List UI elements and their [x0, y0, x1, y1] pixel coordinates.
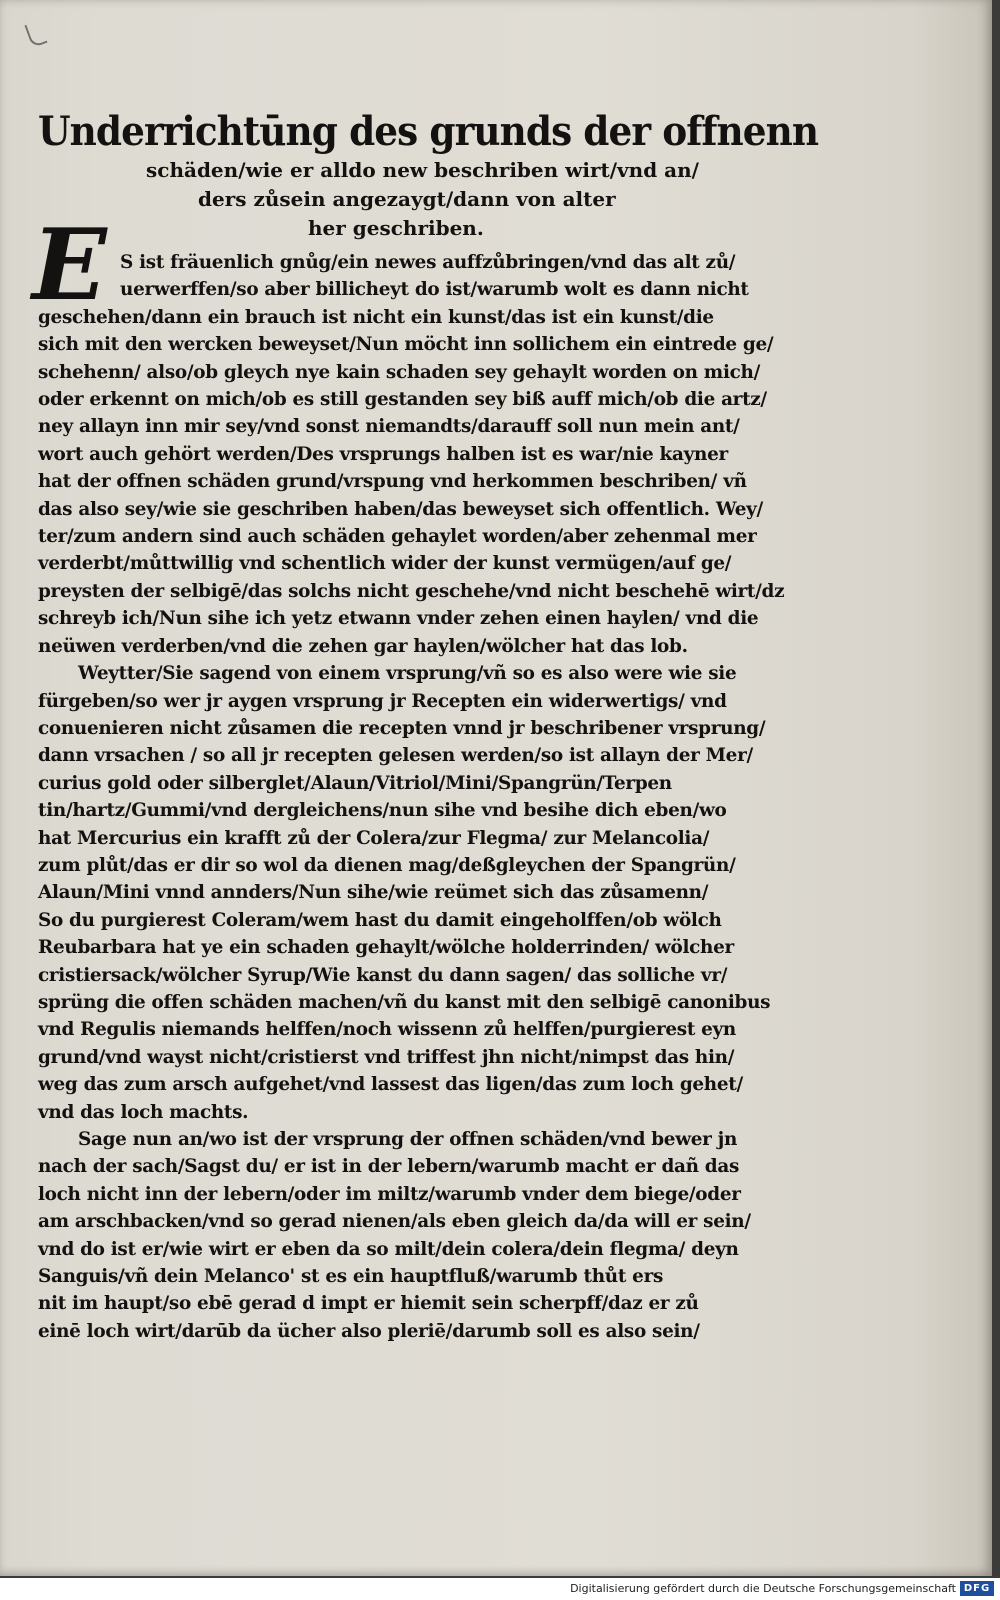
body-line: nit im haupt/so ebē gerad d impt er hiemit sein scherpff/daz er zů [38, 1293, 699, 1315]
body-line: hat Mercurius ein krafft zů der Colera/zur Flegma/ zur Melancolia/ [38, 827, 710, 849]
body-line: loch nicht inn der lebern/oder im miltz/warumb vnder dem biege/oder [38, 1183, 741, 1205]
body-line: vnd do ist er/wie wirt er eben da so milt/dein colera/dein flegma/ deyn [38, 1238, 739, 1260]
body-line: So du purgierest Coleram/wem hast du damit eingeholffen/ob wölch [38, 909, 722, 931]
body-line: Sage nun an/wo ist der vrsprung der offnen schäden/vnd bewer jn [78, 1129, 738, 1150]
page-title: Underrichtūng des grunds der offnenn [38, 108, 819, 155]
body-text [38, 249, 818, 1345]
body-line: sich mit den wercken beweyset/Nun möcht inn sollichem ein eintrede ge/ [38, 334, 774, 356]
body-line: ney allayn inn mir sey/vnd sonst niemandts/darauff soll nun mein ant/ [38, 416, 740, 438]
body-line: Alaun/Mini vnnd annders/Nun sihe/wie reümet sich das zůsamenn/ [38, 882, 709, 904]
body-line: wort auch gehört werden/Des vrsprungs halben ist es war/nie kayner [38, 443, 728, 465]
body-line: hat der offnen schäden grund/vrspung vnd herkommen beschriben/ vñ [38, 471, 747, 493]
body-line: fürgeben/so wer jr aygen vrsprung jr Recepten ein widerwertigs/ vnd [38, 690, 727, 712]
body-line: neüwen verderben/vnd die zehen gar haylen/wölcher hat das lob. [38, 635, 688, 657]
body-line: schehenn/ also/ob gleych nye kain schaden sey gehaylt worden on mich/ [38, 361, 761, 383]
body-line: nach der sach/Sagst du/ er ist in der lebern/warumb macht er dañ das [38, 1156, 740, 1178]
body-line: schreyb ich/Nun sihe ich yetz etwann vnder zehen einen haylen/ vnd die [38, 608, 759, 630]
body-line: das also sey/wie sie geschriben haben/das beweyset sich offentlich. Wey/ [38, 498, 763, 520]
body-line: am arschbacken/vnd so gerad nienen/als eben gleich da/da will er sein/ [38, 1211, 751, 1233]
body-line: sprüng die offen schäden machen/vñ du kanst mit den selbigē canonibus [38, 991, 771, 1013]
body-line: Reubarbara hat ye ein schaden gehaylt/wölche holderrinden/ wölcher [38, 937, 734, 959]
body-line: tin/hartz/Gummi/vnd dergleichens/nun sihe vnd besihe dich eben/wo [38, 800, 727, 822]
body-line: grund/vnd wayst nicht/cristierst vnd triffest jhn nicht/nimpst das hin/ [38, 1046, 735, 1068]
body-line: Weytter/Sie sagend von einem vrsprung/vñ so es also were wie sie [78, 663, 737, 685]
body-line: cristiersack/wölcher Syrup/Wie kanst du dann sagen/ das solliche vr/ [38, 964, 728, 986]
dfg-logo: DFG [960, 1581, 994, 1596]
body-line: geschehen/dann ein brauch ist nicht ein kunst/das ist ein kunst/die [38, 306, 714, 328]
body-line: oder erkennt on mich/ob es still gestanden sey biß auff mich/ob die artz/ [38, 389, 767, 411]
body-line: vnd Regulis niemands helffen/noch wissenn zů helffen/purgierest eyn [38, 1019, 736, 1041]
subtitle-line-1: schäden/wie er alldo new beschriben wirt/vnd an/ [146, 158, 699, 182]
footer-credit: Digitalisierung gefördert durch die Deutsche Forschungsgemeinschaft [570, 1582, 956, 1595]
subtitle-line-2: ders zůsein angezaygt/dann von alter [198, 187, 616, 211]
body-line: verderbt/můttwillig vnd schentlich wider der kunst vermügen/auf ge/ [38, 553, 732, 575]
body-line: S ist fräuenlich gnůg/ein newes auffzůbringen/vnd das alt zů/ [120, 252, 736, 273]
body-line: dann vrsachen / so all jr recepten gelesen werden/so ist allayn der Mer/ [38, 745, 753, 767]
body-line: uerwerffen/so aber billicheyt do ist/warumb wolt es dann nicht [120, 279, 749, 301]
body-line: weg das zum arsch aufgehet/vnd lassest das ligen/das zum loch gehet/ [38, 1074, 743, 1096]
page-corner-mark [24, 20, 47, 48]
footer-bar [0, 1578, 1000, 1600]
text-block [32, 108, 819, 1345]
body-line: conuenieren nicht zůsamen die recepten vnnd jr beschribener vrsprung/ [38, 717, 766, 739]
body-line: vnd das loch machts. [38, 1101, 249, 1123]
body-line: curius gold oder silberglet/Alaun/Vitriol/Mini/Spangrün/Terpen [38, 772, 672, 794]
body-line: einē loch wirt/darūb da ücher also pleriē/darumb soll es also sein/ [38, 1320, 700, 1342]
subtitle-line-3: her geschriben. [308, 216, 484, 240]
body-line: ter/zum andern sind auch schäden gehaylet worden/aber zehenmal mer [38, 526, 757, 548]
body-line: preysten der selbigē/das solchs nicht geschehe/vnd nicht beschehē wirt/dz [38, 580, 785, 602]
body-line: Sanguis/vñ dein Melanco' st es ein hauptfluß/warumb thůt ers [38, 1266, 664, 1288]
decorated-initial: E [32, 208, 107, 323]
body-line: zum plůt/das er dir so wol da dienen mag/deßgleychen der Spangrün/ [38, 854, 736, 876]
